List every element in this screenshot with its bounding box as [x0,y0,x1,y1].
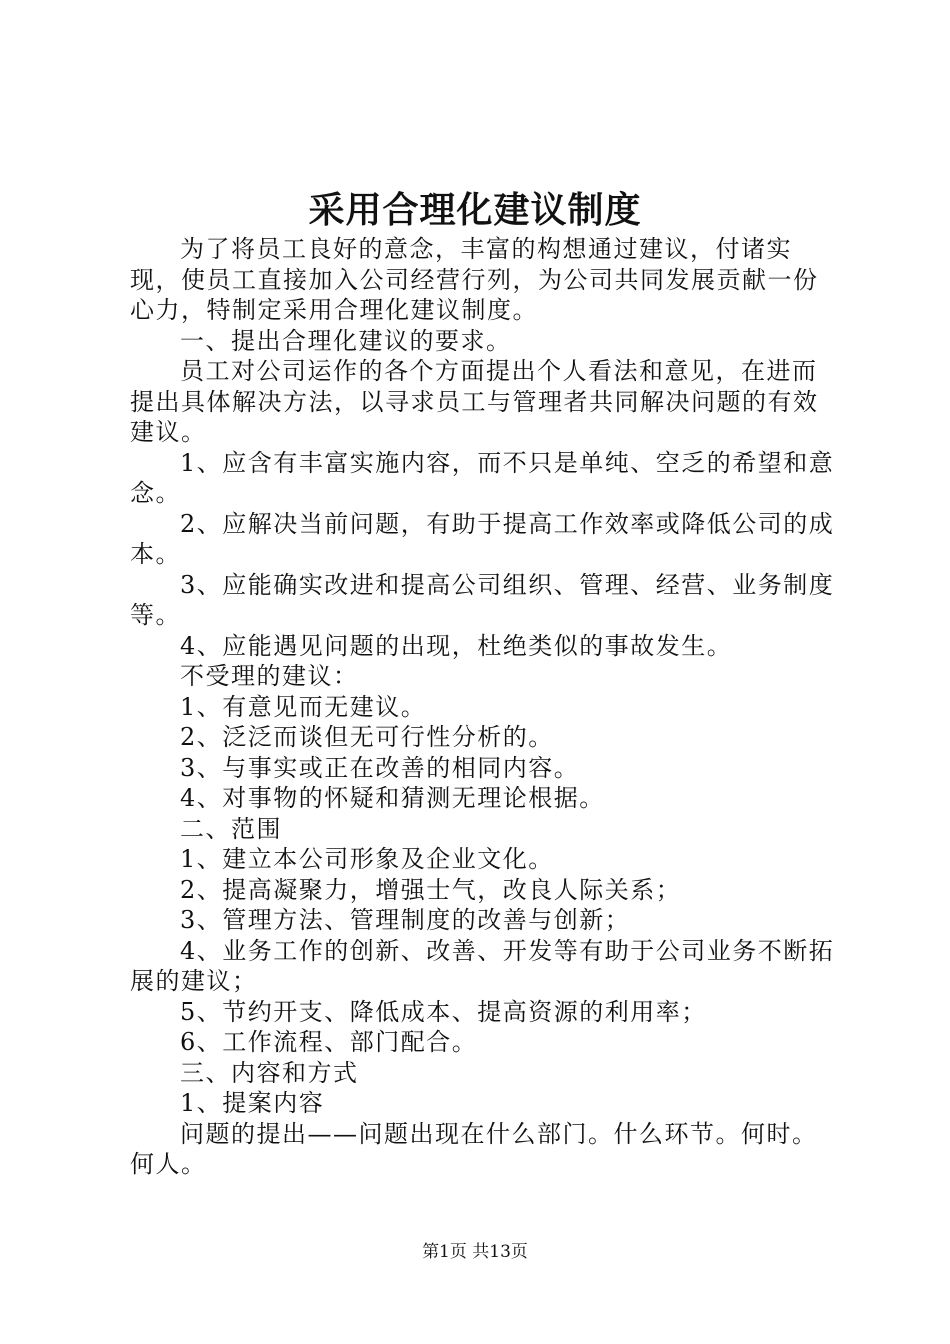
list-item: 4、对事物的怀疑和猜测无理论根据。 [180,784,605,812]
section-heading-requirements: 一、提出合理化建议的要求。 [180,326,512,355]
list-item: 6、工作流程、部门配合。 [180,1028,478,1056]
list-item: 1、应含有丰富实施内容，而不只是单纯、空乏的希望和意念。 [130,448,835,507]
list-item: 2、提高凝聚力，增强士气，改良人际关系； [180,875,682,904]
list-item: 2、应解决当前问题，有助于提高工作效率或降低公司的成本。 [130,509,835,568]
section-heading-content: 三、内容和方式 [180,1058,359,1087]
list-item: 3、管理方法、管理制度的改善与创新； [180,906,631,934]
document-title: 采用合理化建议制度 [308,189,642,231]
section-heading-scope: 二、范围 [180,814,282,843]
subheading-proposal: 1、提案内容 [180,1089,325,1117]
list-item: 3、与事实或正在改善的相同内容。 [180,753,580,782]
list-item: 5、节约开支、降低成本、提高资源的利用率； [180,997,707,1026]
document-body [130,234,842,1180]
list-item: 1、有意见而无建议。 [180,692,427,721]
paragraph: 问题的提出——问题出现在什么部门。什么环节。何时。何人。 [130,1119,818,1178]
subheading-rejected: 不受理的建议： [180,662,359,690]
page-footer: 第1页 共13页 [422,1242,528,1262]
list-item: 2、泛泛而谈但无可行性分析的。 [180,723,554,751]
paragraph: 员工对公司运作的各个方面提出个人看法和意见，在进而提出具体解决方法，以寻求员工与管理者共同解决问题的有效建议。 [130,357,819,446]
list-item: 4、应能遇见问题的出现，杜绝类似的事故发生。 [180,631,733,660]
list-item: 3、应能确实改进和提高公司组织、管理、经营、业务制度等。 [130,570,835,629]
list-item: 4、业务工作的创新、改善、开发等有助于公司业务不断拓展的建议； [130,936,835,995]
list-item: 1、建立本公司形象及企业文化。 [180,845,554,873]
intro-paragraph: 为了将员工良好的意念，丰富的构想通过建议，付诸实现，使员工直接加入公司经营行列，为公司共同发展贡献一份心力，特制定采用合理化建议制度。 [130,235,819,324]
